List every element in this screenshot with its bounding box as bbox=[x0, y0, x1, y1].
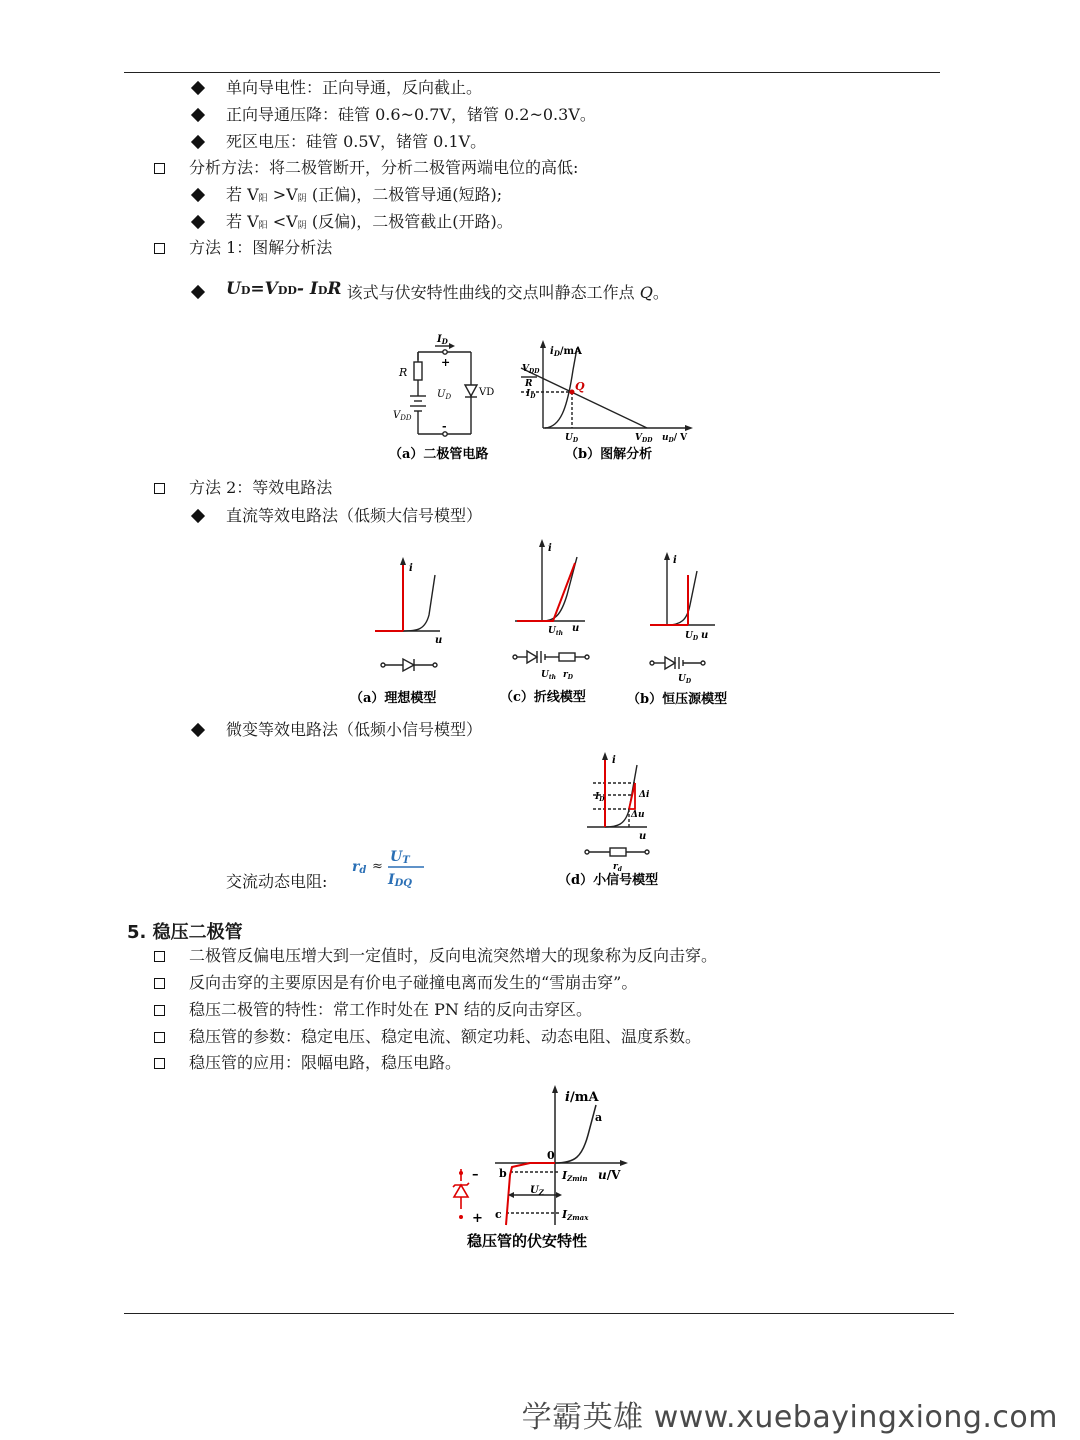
model-c-uth-bottom: $U_{th}$ bbox=[541, 670, 556, 681]
top-rule bbox=[124, 72, 940, 73]
label-r: R bbox=[399, 366, 408, 379]
formula-ut: UT bbox=[390, 849, 410, 866]
formula-idq: IDQ bbox=[388, 872, 412, 889]
bullet-text: 正向导通压降：硅管 0.6~0.7V，锗管 0.2~0.3V。 bbox=[226, 105, 596, 124]
small-i-label: i bbox=[612, 755, 616, 766]
model-c-rd: $r_D$ bbox=[563, 670, 573, 681]
bullet-diamond-icon bbox=[191, 509, 205, 523]
caption-small-signal-model: （d）小信号模型 bbox=[558, 873, 659, 888]
bullet-box-icon bbox=[154, 1058, 165, 1069]
footer-watermark: 学霸英雄 www.xuebayingxiong.com bbox=[521, 1400, 1058, 1435]
model-c-uth: $U_{th}$ bbox=[548, 626, 563, 637]
caption-circuit: （a）二极管电路 bbox=[389, 447, 489, 462]
bullet-text: 分析方法：将二极管断开，分析二极管两端电位的高低: bbox=[189, 158, 579, 177]
graph-vdd-over-r: $V_{DD}$ bbox=[522, 364, 540, 375]
zener-bullet-text: 稳压二极管的特性：常工作时处在 PN 结的反向击穿区。 bbox=[189, 1000, 592, 1019]
label-id: $I_D$ bbox=[437, 334, 448, 346]
bullet-text: 单向导电性：正向导通，反向截止。 bbox=[226, 78, 483, 97]
model-c-u-label: u bbox=[572, 623, 580, 634]
zener-origin: 0 bbox=[547, 1149, 555, 1162]
bullet-text: 死区电压：硅管 0.5V，锗管 0.1V。 bbox=[226, 132, 487, 151]
zener-point-a: a bbox=[595, 1111, 603, 1124]
bullet-diamond-icon bbox=[191, 723, 205, 737]
caption-ideal-model: （a）理想模型 bbox=[350, 691, 437, 706]
model-b-ud: $U_D$ bbox=[685, 631, 699, 642]
bullet-diamond-icon bbox=[191, 108, 205, 122]
bullet-box-icon bbox=[154, 163, 165, 174]
caption-piecewise-model: （c）折线模型 bbox=[500, 690, 586, 705]
ac-resistance-label: 交流动态电阻: bbox=[226, 872, 328, 891]
model-c-i-label: i bbox=[548, 543, 552, 554]
caption-zener-characteristic: 稳压管的伏安特性 bbox=[467, 1232, 588, 1250]
method2-title: 方法 2：等效电路法 bbox=[189, 478, 333, 497]
zener-y-label: i/mA bbox=[565, 1090, 599, 1105]
bottom-rule bbox=[124, 1313, 954, 1314]
small-delta-u: Δu bbox=[631, 810, 645, 820]
ac-resistance-formula bbox=[350, 843, 430, 891]
bullet-box-icon bbox=[154, 951, 165, 962]
small-id-label: $I_D$ bbox=[595, 792, 605, 803]
graph-q-point: Q bbox=[575, 380, 585, 393]
label-vdd: $V_{DD}$ bbox=[393, 410, 412, 422]
zener-bullet-text: 反向击穿的主要原因是有价电子碰撞电离而发生的“雪崩击穿”。 bbox=[189, 973, 638, 992]
bullet-diamond-icon bbox=[191, 188, 205, 202]
label-ud: $U_D$ bbox=[437, 389, 452, 401]
model-b-u-label: u bbox=[701, 630, 709, 641]
zener-plus-sign: + bbox=[472, 1211, 483, 1226]
bullet-text: 直流等效电路法（低频大信号模型） bbox=[226, 506, 483, 525]
condition-forward: 若 V阳 >V阴 (正偏)，二极管导通(短路); bbox=[226, 185, 503, 204]
label-plus: + bbox=[441, 356, 451, 369]
figure-zener-characteristic bbox=[440, 1085, 640, 1255]
bullet-box-icon bbox=[154, 1032, 165, 1043]
zener-bullet-text: 稳压管的应用：限幅电路，稳压电路。 bbox=[189, 1053, 462, 1072]
bullet-diamond-icon bbox=[191, 285, 205, 299]
caption-constant-voltage-model: （b）恒压源模型 bbox=[627, 692, 728, 707]
formula-rd: rd bbox=[352, 859, 367, 876]
bullet-diamond-icon bbox=[191, 81, 205, 95]
graph-y-label: $i_D/mA$ bbox=[550, 346, 582, 358]
label-vd: VD bbox=[479, 387, 495, 398]
graph-x-label: $u_D/$ V bbox=[662, 433, 688, 444]
bullet-text: 微变等效电路法（低频小信号模型） bbox=[226, 720, 483, 739]
zener-uz: $U_Z$ bbox=[530, 1185, 544, 1197]
zener-bullet-text: 稳压管的参数：稳定电压、稳定电流、额定功耗、动态电阻、温度系数。 bbox=[189, 1027, 702, 1046]
bullet-box-icon bbox=[154, 243, 165, 254]
method1-title: 方法 1：图解分析法 bbox=[189, 238, 333, 257]
bullet-diamond-icon bbox=[191, 215, 205, 229]
method1-formula-line: UD=VDD- IDR 该式与伏安特性曲线的交点叫静态工作点 Q。 bbox=[226, 279, 669, 302]
zener-izmin: IZmin bbox=[562, 1169, 588, 1183]
figure-small-signal-model bbox=[555, 745, 705, 890]
bullet-box-icon bbox=[154, 483, 165, 494]
zener-x-label: u/V bbox=[598, 1168, 621, 1182]
load-line-formula: UD=VDD- IDR bbox=[226, 279, 342, 299]
small-u-label: u bbox=[639, 831, 647, 842]
condition-reverse: 若 V阳 <V阴 (反偏)，二极管截止(开路)。 bbox=[226, 212, 513, 231]
graph-vdd: $V_{DD}$ bbox=[635, 433, 653, 444]
graph-r-denominator: R bbox=[525, 379, 533, 389]
graph-ud: $U_D$ bbox=[565, 433, 579, 444]
zener-point-b: b bbox=[499, 1167, 507, 1180]
caption-graphical: （b）图解分析 bbox=[565, 447, 653, 462]
graph-id: $I_D$ bbox=[526, 389, 536, 400]
bullet-box-icon bbox=[154, 1005, 165, 1016]
formula-approx: ≈ bbox=[372, 859, 383, 874]
label-minus: - bbox=[442, 420, 447, 433]
figure-dc-models bbox=[345, 535, 745, 710]
bullet-box-icon bbox=[154, 978, 165, 989]
zener-bullet-text: 二极管反偏电压增大到一定值时，反向电流突然增大的现象称为反向击穿。 bbox=[189, 946, 718, 965]
model-b-ud-bottom: $U_D$ bbox=[678, 674, 692, 685]
figure-graphical-analysis bbox=[385, 330, 705, 465]
model-a-i-label: i bbox=[409, 563, 413, 574]
small-delta-i: Δi bbox=[639, 790, 650, 800]
small-rd-label: $r_d$ bbox=[613, 862, 622, 873]
zener-point-c: c bbox=[495, 1208, 502, 1221]
zener-minus-sign: – bbox=[472, 1167, 479, 1182]
section-heading: 5. 稳压二极管 bbox=[127, 922, 243, 943]
model-b-i-label: i bbox=[673, 555, 677, 566]
model-a-u-label: u bbox=[435, 635, 443, 646]
bullet-diamond-icon bbox=[191, 135, 205, 149]
zener-izmax: IZmax bbox=[562, 1208, 589, 1222]
